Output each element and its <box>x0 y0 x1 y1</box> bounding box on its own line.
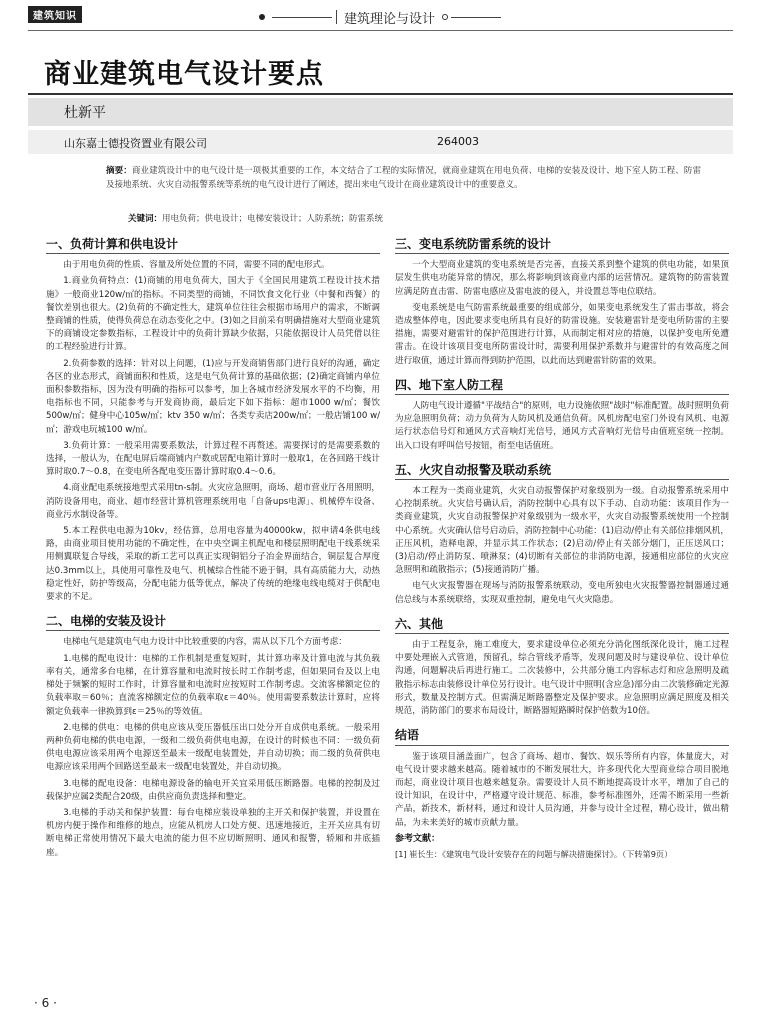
article-title: 商业建筑电气设计要点 <box>44 59 324 90</box>
paragraph: 人防电气设计遵循"平战结合"的原则，电力设施依照"战时"标准配置。战时照明负荷为应急照明负荷；动力负荷为人防风机及通信负荷。风机房配电室门外设有风机、电源运行状态信号灯和通风方式音响灯光信号，通风方式音响灯光信号由值班室统一控制。出入口设有呼叫信号按钮，衔至电话值班。 <box>395 401 729 451</box>
left-column <box>46 238 380 863</box>
abstract-text: 商业建筑设计中的电气设计是一项极其重要的工作，本文结合了工程的实际情况，就商业建筑在用电负荷、电梯的安装及设计、地下室人防工程、防雷及接地系统、火灾自动报警系统等系统的电气设计进行了阐述，提出来电气设计在商业建筑设计中的重要意义。 <box>106 166 701 190</box>
page-number: · 6 · <box>34 996 57 1010</box>
keywords-label: 关键词： <box>128 214 163 224</box>
paragraph: 5.本工程供电电源为10kv，经估算，总用电容量为40000kw，拟申请4条供电线路，由商业项目使用功能的不确定性，在中央空调主机配电和楼层照明配电干线系统采用侧翼联复合导线，采取的新工艺可以真正实现铜铝分子冶金界面结合，铜层复合厚度达0.3mm以上，具使用可靠性及电气、机械综合性能不逊于铜，具有高质能力大，动热稳定性好，防护等级高，分配电能力低等优点，解决了传统的绝缘电线电缆对于供配电要求的不足。 <box>46 526 380 603</box>
header-bar <box>336 10 337 24</box>
paragraph: 2.负荷参数的选择：针对以上问题，(1)应与开发商销售部门进行良好的沟通，确定各区的业态形式，商铺面积和性质，这是电气负荷计算的基础依据；(2)确定商铺内单位面积参数指标，因为没有明确的指标可以参考，加上各城市经济发展水平的不均衡，用电指标也不同，只能参考与开发商协商，最后定下如下指标：超市1000 w/㎡；餐饮500w/㎡；健身中心105w/㎡；ktv 350 w/㎡；各类专卖店200w/㎡；一般店铺100 w/㎡；游戏电玩城100 w/㎡。 <box>46 358 380 435</box>
section-heading: 一、负荷计算和供电设计 <box>46 238 380 254</box>
paragraph: 电气火灾报警器在现场与消防报警系统联动，变电所独电火灾报警器控制器通过通信总线与本系统联络，实现双重控制，避免电气火灾隐患。 <box>395 581 729 605</box>
paragraph: 3.电梯的配电设备：电梯电源设备的输电开关宜采用低压断路器。电梯的控制及过载保护应属2类配合20级，由供应商负责选择和整定。 <box>46 778 380 802</box>
abstract-label: 摘要： <box>106 166 132 176</box>
right-column <box>395 238 729 861</box>
header-dash-right <box>451 17 501 18</box>
paragraph: 2.电梯的供电：电梯的供电应该从变压器低压出口处分开自成供电系统。一般采用两种负荷电梯的供电电源，一级和二级负荷供电电源，在设计的时候也不同：一级负荷供电电源应该采用两个电源送至最末一级配电装置处，并自动切换；而二级的负荷供电电源应该采用两个回路送至最末一级配电装置处，并自动切换。 <box>46 722 380 773</box>
running-header <box>0 0 760 40</box>
section-heading: 结语 <box>395 729 729 745</box>
paragraph: 1.商业负荷特点：(1)商铺的用电负荷大，国大于《全国民用建筑工程设计技术措施》一般商业120w/㎡的指标。不同类型的商铺，不同饮食文化行业（中餐和西餐）的餐饮差别也很大。(2)负荷的不确定性大，建筑单位往往会根据市场用户的需求，不断调整商铺的性质，使得负荷总在动态变化之中。(3)如之目前采有明确措施对大型商业建筑下的商铺设定参数指标，工程设计中的负荷计算缺少依据，只能依据设计人员凭借以往的工程经验进行计算。 <box>46 276 380 353</box>
section-heading: 五、火灾自动报警及联动系统 <box>395 464 729 480</box>
paragraph: 本工程为一类商业建筑，火灾自动报警保护对象级别为一级。自动报警系统采用中心控制系统。火灾信号确认后，消防控制中心具有以下手动、自动功能：该项目作为一类商业建筑，火灾自动报警保护对象级别为一级水平，火灾自动报警系统使用一个控制中心系统。火灾确认信号启动后，消防控制中心功能：(1)启动/停止有关部位排烟风机，正压风机，造释电源，并显示其工作状态；(2)启动/停止有关部分烟门，正压送风口；(3)启动/停止消防泵、喷淋泵；(4)切断有关部位的非消防电源，接通相应部位的火灾应急照明和疏散指示；(5)接通消防广播。 <box>395 486 729 576</box>
header-dash <box>272 17 332 18</box>
header-rule <box>28 30 733 31</box>
keywords <box>128 212 383 224</box>
header-circle-icon <box>442 14 448 20</box>
section-badge: 建筑知识 <box>28 6 82 23</box>
paragraph: 3.负荷计算：一般采用需要系数法，计算过程不再赘述。需要探讨的是需要系数的选择，一般认为，在配电屏后端商铺内户数或居配电箱计算时一般取1，在各回路干线计算时取0.7～0.8，在变电所各配电变压器计算时取0.4～0.6。 <box>46 440 380 478</box>
references-heading: 参考文献： <box>395 833 441 844</box>
reference-item: [1] 崔长生：《建筑电气设计安装存在的问题与解决措施探讨》。（下转第9页） <box>395 848 673 859</box>
column-title: 建筑理论与设计 <box>344 12 436 27</box>
author-band <box>28 98 733 126</box>
affiliation: 山东嘉士德投资置业有限公司 <box>64 137 207 150</box>
paragraph: 4.商业配电系统接地型式采用tn-s制。火灾应急照明，商场、超市营业厅各用照明，消防设备用电，商业、超市经营计算机管理系统用电「自备ups电源」、机械停车设备、商业污水制设备等。 <box>46 483 380 520</box>
zip-code: 264003 <box>437 135 479 148</box>
title-rule <box>28 93 733 95</box>
paragraph: 电梯电气是建筑电气电力设计中比较重要的内容，需从以下几个方面考虑： <box>63 637 347 648</box>
paragraph: 1.电梯的配电设计：电梯的工作机制是重复短时，其计算功率及计算电流与其负载率有关，通常多台电梯，在计算容量和电流时按长时工作制考虑，但如果同台及以上电梯处于频繁的短时工作时，计算容量和电流时应按短时工作制考虑。交流客梯额定位的负载率取＝60％；直流客梯额定位的负载率取ε＝40％。使用需要系数法计算时，应将额定负载率一律换算到ε＝25％的等效值。 <box>46 653 380 717</box>
section-heading: 二、电梯的安装及设计 <box>46 615 380 631</box>
paragraph: 鉴于该项目涵盖面广，包含了商场、超市、餐饮、娱乐等所有内容，体量庞大，对电气设计要求越来越高。随着城市的不断发展壮大，许多现代化大型商业综合项目脱地而起，商业设计项目也越来越复杂。需要设计人员不断地提高设计水平，增加了自己的设计知识，在设计中，严格遵守设计规范、标准，参考标准图外，还需不断采用一些新产品，新技术，新材料，通过和设计人员沟通，并参与设计全过程，精心设计，做出精品，为未来美好的城市贡献力量。 <box>395 751 729 828</box>
header-dot-icon <box>259 14 265 20</box>
paragraph: 变电系统是电气防雷系统最重要的组成部分，如果变电系统发生了雷击事故，将会造成整体停电，因此要求变电所具有良好的防雷设施。安装避雷针是变电所防雷的主要措施，需要对避雷针的保护范围进行计算，从而制定相对应的措施，以保护变电所免遭雷击。在设计该项目变电所防雷设计时，需要利用保护系数并与避雷针的有效高度之间进行取值，通过计算而得到防护范围，以此而达到避雷针防雷的效果。 <box>395 302 729 366</box>
paragraph: 由于用电负荷的性质、容量及所处位置的不同，需要不同的配电形式。 <box>63 260 330 271</box>
keywords-text: 用电负荷；供电设计；电梯安装设计；人防系统；防雷系统 <box>162 214 384 224</box>
author-name: 杜新平 <box>64 105 106 121</box>
paragraph: 3.电梯的手动关和保护装置：每台电梯应装设单独的主开关和保护装置，并设置在机房内便于操作和维修的地点，应能从机房人口处方便、迅速地接近，主开关应具有切断电梯正常使用情况下最大电流的能力但不应切断照明、通风和报警，轿厢和井底插座。 <box>46 807 380 858</box>
section-heading: 三、变电系统防雷系统的设计 <box>395 238 729 254</box>
section-heading: 六、其他 <box>395 618 729 634</box>
paragraph: 一个大型商业建筑的变电系统是否完善，直接关系到整个建筑的供电功能，如果顶层发生供电功能异常的情况，那么将影响到该商业内部的运营情况。建筑物的防雷装置应满足防直击雷、防雷电感应及雷电波的侵入，并设置总等电位联结。 <box>395 260 729 297</box>
abstract <box>106 164 701 192</box>
paragraph: 由于工程复杂，施工难度大，要求建设单位必须充分消化图纸深化设计，施工过程中要处理嵌入式管道，预留孔，综合管线矛盾等，发现问题及时与建设单位、设计单位沟通，问题解决后再进行施工。二次装修中，公共部分施工内容标志灯和应急照明及疏散指示标志由装修设计单位另行设计。电气设计中照明(含应急)部分由二次装修确定光源形式，数量及控制方式。但需满足断路器整定及保护要求。应急照明应满足照度及相关规范，消防部门的要求布局设计，断路器短路瞬时保护倍数为10倍。 <box>395 640 729 717</box>
section-heading: 四、地下室人防工程 <box>395 379 729 395</box>
